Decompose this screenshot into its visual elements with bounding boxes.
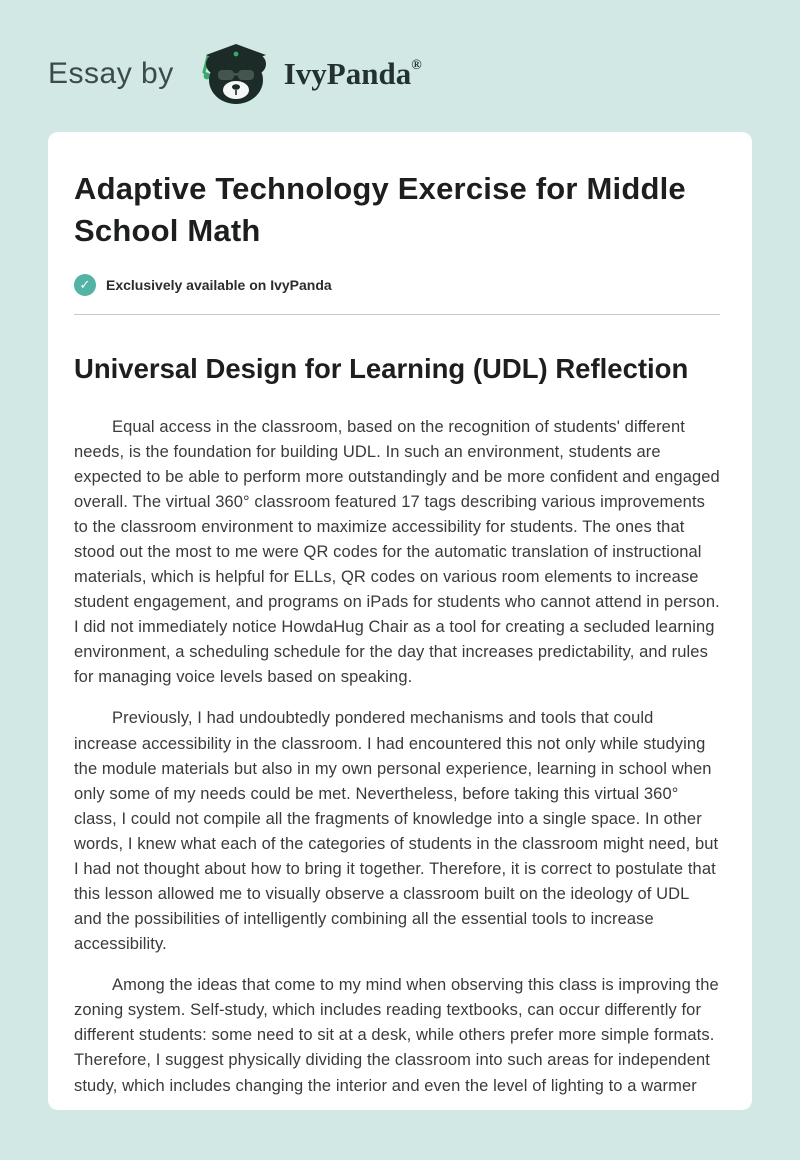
paragraph-2: Previously, I had undoubtedly pondered mechanisms and tools that could increase accessibility in the classroom. I had encountered this not only while studying the module materials but also in my own personal experience, learning in school when only some of my needs could be met. Nevertheless, before taking this virtual 360° class, I could not compile all the fragments of knowledge into a single space. In other words, I knew what each of the categories of students in the classroom might need, but I had not thought about how to bring it together. Therefore, it is correct to postulate that this lesson allowed me to visually observe a classroom built on the ideology of UDL and the possibilities of intelligently combining all the essential tools to increase accessibility. (74, 709, 719, 954)
essay-body (74, 415, 720, 1099)
exclusive-badge (74, 274, 720, 296)
page-title: Adaptive Technology Exercise for Middle School Math (74, 171, 686, 248)
exclusive-badge-label: Exclusively available on IvyPanda (106, 276, 332, 293)
essay-card (48, 132, 752, 1110)
section-heading: Universal Design for Learning (UDL) Reflection (74, 352, 689, 384)
paragraph-3: Among the ideas that come to my mind when observing this class is improving the zoning system. Self-study, which includes reading textbooks, can occur differently for different students: some need to sit at a desk, while others prefer more simple formats. Therefore, I suggest physically dividing the classroom into such areas for independent study, which includes changing the interior and even the level of lighting to a warmer (74, 976, 719, 1095)
panda-graduation-cap-icon (194, 42, 270, 106)
brand-text: IvyPanda (283, 56, 412, 91)
registered-mark: ® (411, 58, 422, 73)
paragraph-1: Equal access in the classroom, based on the recognition of students' different needs, is the foundation for building UDL. In such an environment, students are expected to be able to perform more outstandingly and be more confident and engaged overall. The virtual 360° classroom featured 17 tags describing various improvements to the classroom environment to maximize accessibility for students. The ones that stood out the most to me were QR codes for the automatic translation of instructional materials, which is helpful for ELLs, QR codes on various room elements to increase student engagement, and programs on iPads for students who cannot attend in person. I did not immediately notice HowdaHug Chair as a tool for creating a secluded learning environment, a scheduling schedule for the day that increases predictability, and rules for managing voice levels based on speaking. (74, 417, 720, 687)
essay-by-label: Essay by (48, 57, 174, 90)
brand-name (284, 56, 422, 92)
header (0, 0, 800, 124)
check-icon: ✓ (74, 274, 96, 296)
divider (74, 314, 720, 315)
